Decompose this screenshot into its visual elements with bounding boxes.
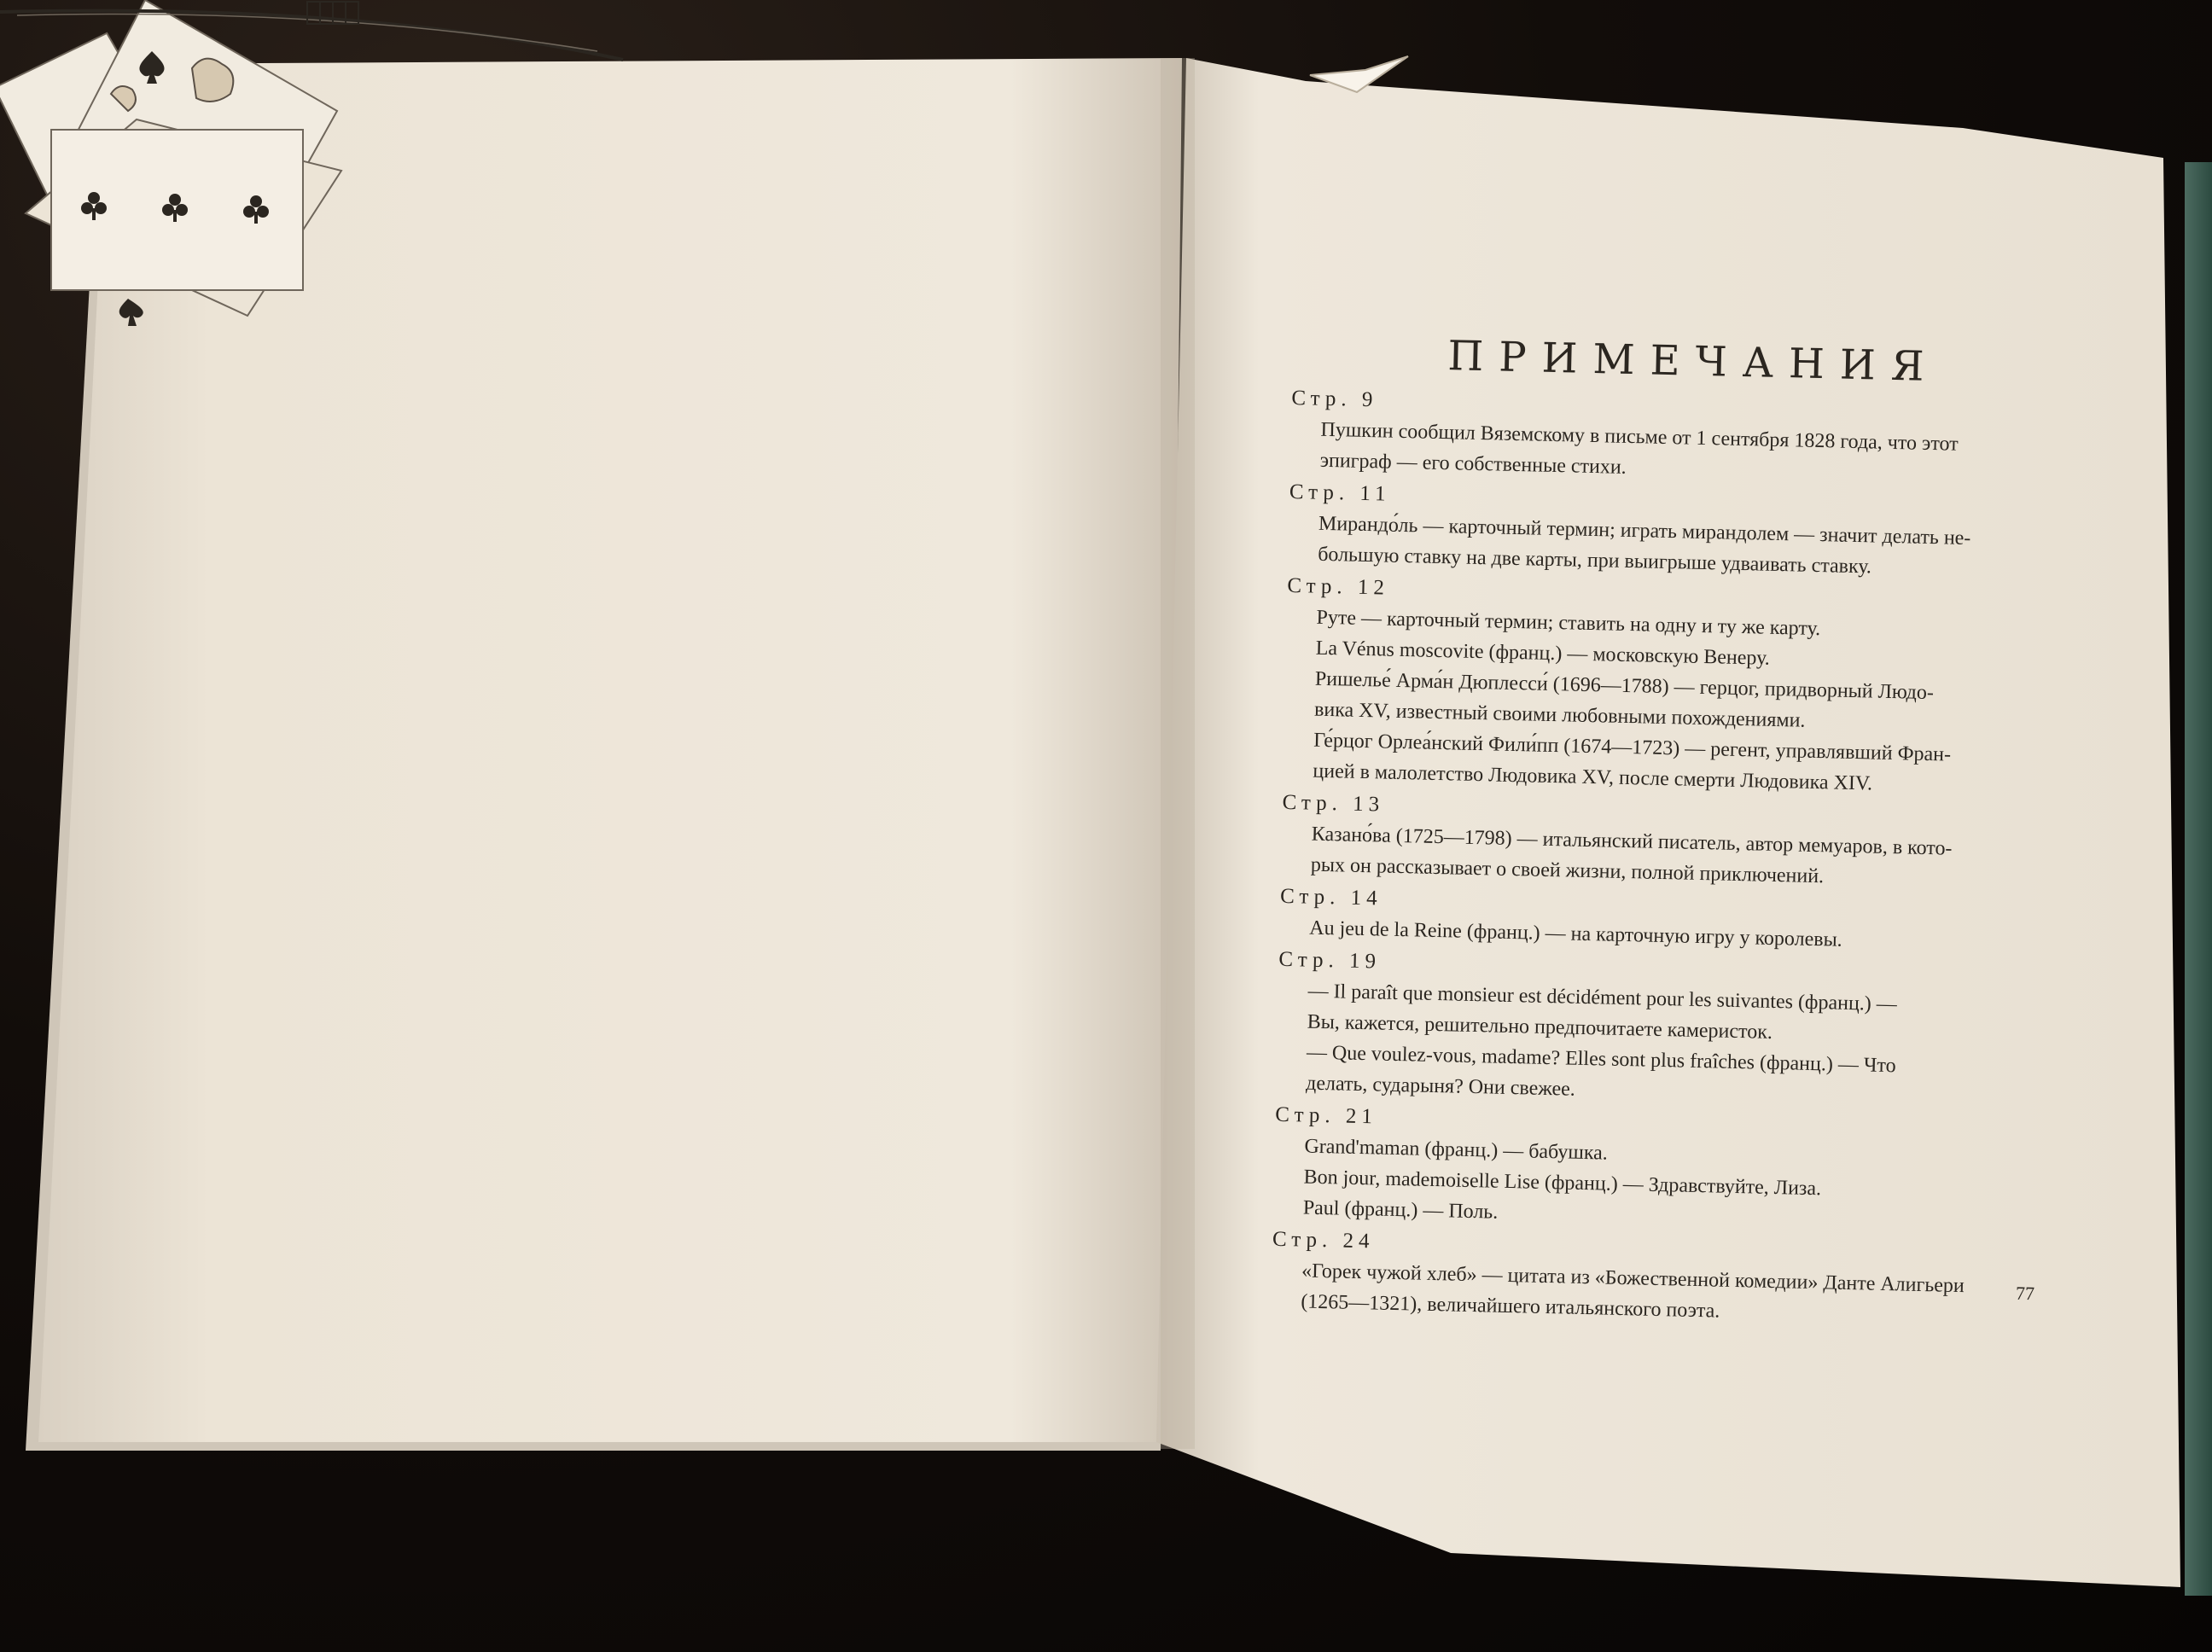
note-block xyxy=(1271,1224,1972,1333)
note-block xyxy=(1281,788,1982,896)
note-line: Paul (франц.) — Поль. xyxy=(1302,1196,1499,1224)
decorative-ornament xyxy=(0,0,632,68)
note-line: Мирандо́ль — карточный термин; играть мирандолем — значит делать не- xyxy=(1318,512,1971,550)
note-line: рых он рассказывает о своей жизни, полной приключений. xyxy=(1310,853,1825,888)
note-block xyxy=(1283,571,1988,802)
note-line: Руте — карточный термин; ставить на одну и ту же карту. xyxy=(1316,606,1821,641)
spade-icon xyxy=(119,299,143,326)
note-page-reference: Стр. 11 xyxy=(1289,480,1391,506)
note-line: цией в малолетство Людовика XV, после смерти Людовика XIV. xyxy=(1313,759,1873,795)
note-page-reference: Стр. 14 xyxy=(1279,884,1382,910)
note-line: «Горек чужой хлеб» — цитата из «Божественной комедии» Данте Алигьери xyxy=(1301,1259,1965,1298)
note-line: (1265—1321), величайшего итальянского поэта. xyxy=(1301,1290,1720,1323)
note-block xyxy=(1289,383,1991,492)
notes-text xyxy=(1271,332,1993,1332)
note-line: — Que voulez-vous, madame? Elles sont plus fraîches (франц.) — Что xyxy=(1306,1041,1896,1078)
note-line: Au jeu de la Reine (франц.) — на карточную игру у королевы. xyxy=(1308,916,1843,951)
note-line: эпиграф — его собственные стихи. xyxy=(1319,449,1627,479)
note-line: La Vénus moscovite (франц.) — московскую Венеру. xyxy=(1315,637,1771,670)
note-page-reference: Стр. 9 xyxy=(1291,386,1378,412)
note-block xyxy=(1272,1100,1975,1239)
note-page-reference: Стр. 24 xyxy=(1272,1227,1375,1254)
note-line: большую ставку на две карты, при выигрыше удваивать ставку. xyxy=(1317,543,1872,579)
note-line: Grand'maman (франц.) — бабушка. xyxy=(1304,1135,1609,1165)
note-line: делать, сударыня? Они свежее. xyxy=(1305,1072,1576,1101)
notes-list xyxy=(1271,383,1992,1332)
note-page-reference: Стр. 19 xyxy=(1278,947,1382,974)
note-line: Ришелье́ Арма́н Дюплесси́ (1696—1788) — герцог, придворный Людо- xyxy=(1314,667,1935,705)
note-line: Вы, кажется, решительно предпочитаете камеристок. xyxy=(1307,1010,1773,1044)
note-page-reference: Стр. 21 xyxy=(1275,1102,1378,1129)
note-page-reference: Стр. 13 xyxy=(1282,790,1385,817)
note-line: Ге́рцог Орлеа́нский Фили́пп (1674—1723) — регент, управлявший Фран- xyxy=(1313,729,1952,766)
note-line: Пушкин сообщил Вяземскому в письме от 1 сентября 1828 года, что этот xyxy=(1320,418,1959,456)
note-page-reference: Стр. 12 xyxy=(1287,573,1390,600)
note-line: — Il paraît que monsieur est décidément pour les suivantes (франц.) — xyxy=(1307,980,1898,1016)
note-block xyxy=(1276,945,1979,1114)
note-line: Bon jour, mademoiselle Lise (франц.) — Здравствуйте, Лиза. xyxy=(1303,1166,1822,1201)
page-title: ПРИМЕЧАНИЯ xyxy=(1447,332,1941,392)
page-number: 77 xyxy=(2015,1282,2035,1305)
note-line: вика XV, известный своими любовными похождениями. xyxy=(1313,698,1806,732)
gutter-shadow xyxy=(1161,58,1195,1449)
note-line: Казано́ва (1725—1798) — итальянский писатель, автор мемуаров, в кото- xyxy=(1311,823,1953,860)
note-block xyxy=(1288,477,1989,585)
